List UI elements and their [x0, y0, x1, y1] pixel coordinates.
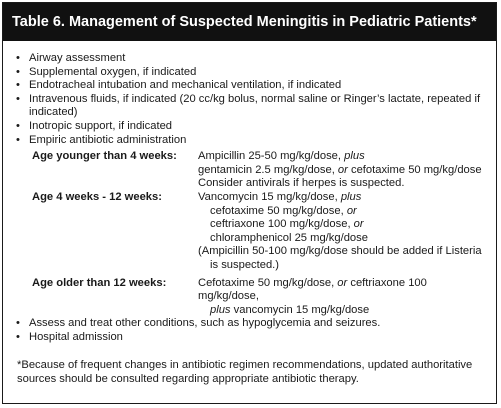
bullet-icon: •: [16, 52, 20, 64]
bullet-icon: •: [16, 317, 20, 330]
regimen: Cefotaxime 50 mg/kg/dose, or ceftriaxone 100 mg/kg/dose, plus vancomycin 15 mg/kg/dose: [198, 276, 427, 316]
bullet-icon: •: [16, 92, 20, 105]
list-item: • Endotracheal intubation and mechanical ventilation, if indicated: [16, 79, 342, 92]
age-label: Age younger than 4 weeks:: [32, 150, 177, 163]
list-item: • Hospital admission: [16, 330, 123, 343]
list-item: • Airway assessment: [16, 52, 126, 64]
list-item: • Intravenous fluids, if indicated (20 cc/kg bolus, normal saline or Ringer’s lactate, repeated if indicated): [16, 92, 481, 119]
age-group-over-12-weeks: [3, 277, 496, 318]
age-group-4-to-12-weeks: [3, 191, 496, 273]
bullet-icon: •: [16, 79, 20, 92]
regimen: Vancomycin 15 mg/kg/dose, plus cefotaxime 50 mg/kg/dose, or ceftriaxone 100 mg/kg/dose, or chloramphenicol 25 mg/kg/dose (Ampicillin 50-100 mg/kg/dose should be added if Listeria is suspected.): [198, 190, 482, 271]
regimen: Ampicillin 25-50 mg/kg/dose, plus gentamicin 2.5 mg/kg/dose, or cefotaxime 50 mg/kg/dose Consider antivirals if herpes is suspected.: [198, 150, 482, 190]
bullet-icon: •: [16, 65, 20, 78]
age-label: Age older than 12 weeks:: [32, 276, 167, 289]
table-box: [2, 2, 497, 404]
list-item: • Supplemental oxygen, if indicated: [16, 65, 197, 78]
bullet-icon: •: [16, 133, 20, 146]
table-title: Table 6. Management of Suspected Meningitis in Pediatric Patients*: [3, 3, 496, 41]
age-label: Age 4 weeks - 12 weeks:: [32, 190, 162, 203]
bullet-icon: •: [16, 330, 20, 343]
footnote: *Because of frequent changes in antibiotic regimen recommendations, updated authoritative sources should be consulted regarding appropriate antibiotic therapy.: [17, 359, 473, 385]
list-item: • Empiric antibiotic administration: [16, 133, 187, 146]
table-content: [3, 52, 496, 344]
list-item: • Assess and treat other conditions, such as hypoglycemia and seizures.: [16, 317, 381, 330]
age-group-under-4-weeks: [3, 150, 496, 191]
bullet-icon: •: [16, 119, 20, 132]
list-item: • Inotropic support, if indicated: [16, 119, 173, 132]
